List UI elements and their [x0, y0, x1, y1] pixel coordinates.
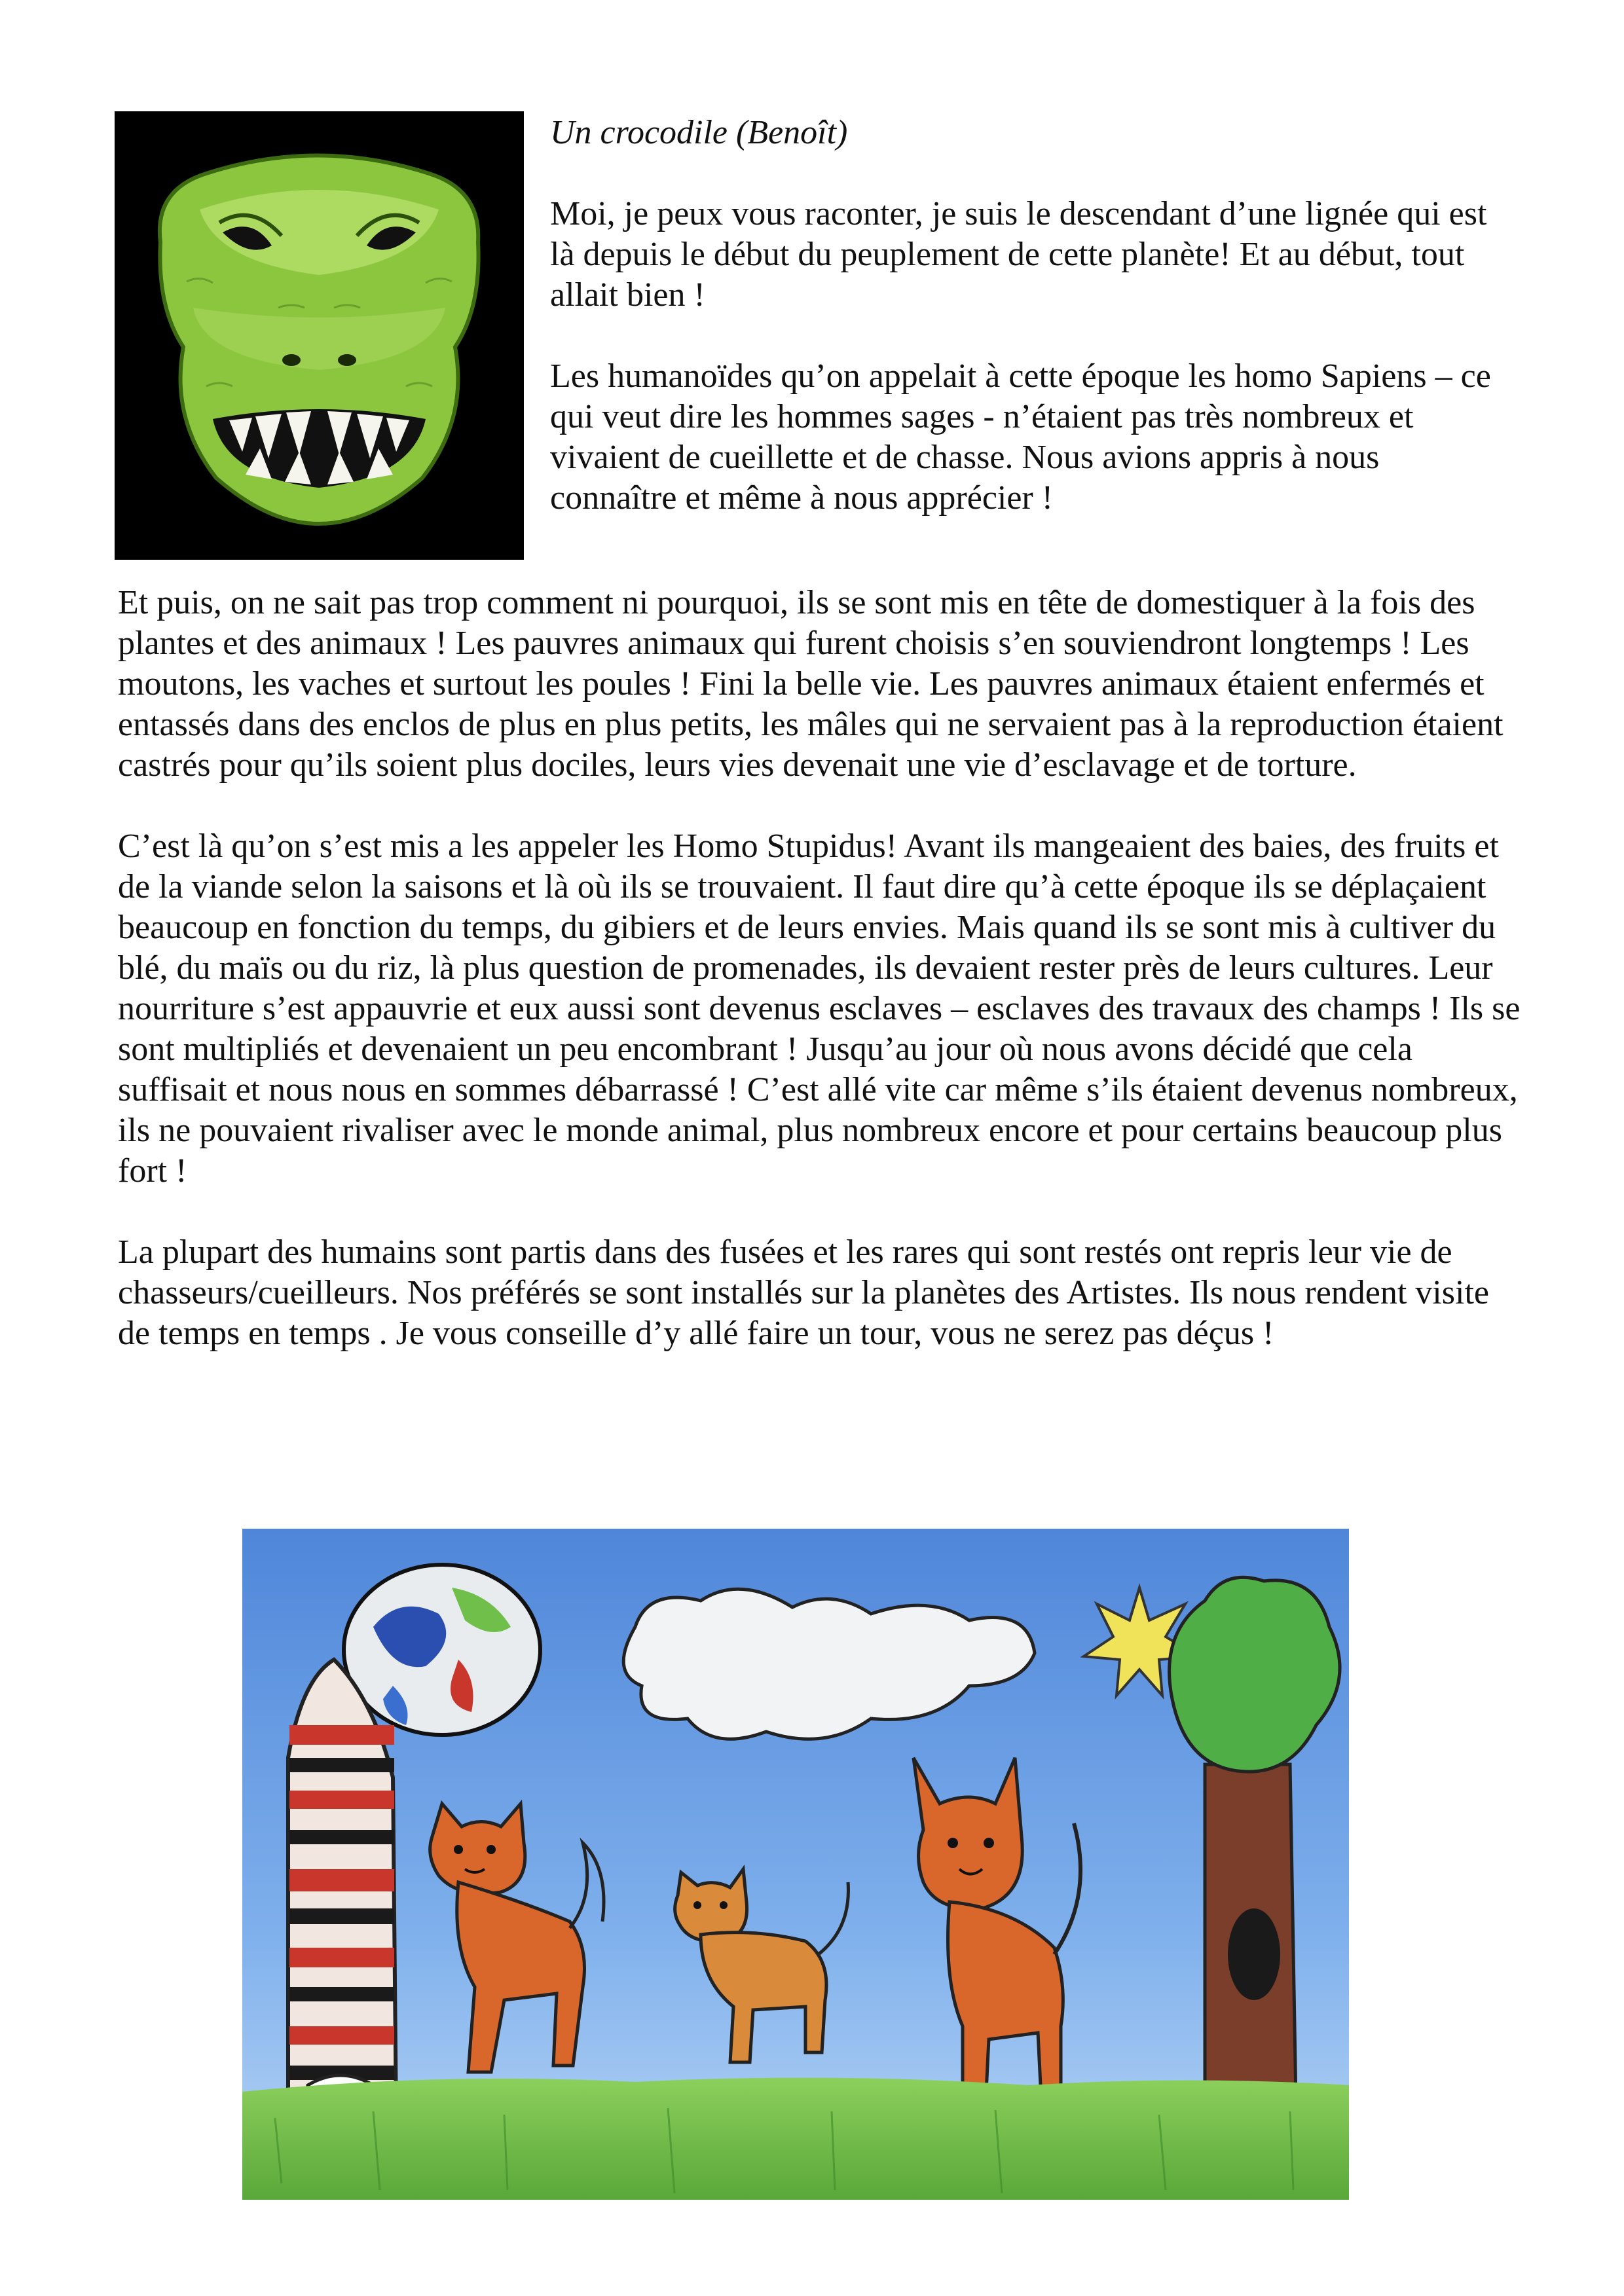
story-title: Un crocodile (Benoît) [550, 114, 848, 151]
crocodile-illustration [115, 111, 524, 560]
body-paragraph-3: La plupart des humains sont partis dans des fusées et les rares qui sont restés ont repris leur vie de chasseurs/cueilleurs. Nos préférés se sont installés sur la planètes des Artistes. Ils nous rendent visite de temps en temps . Je vous conseille d’y allé faire un tour, vous ne serez pas déçus ! [118, 1233, 1489, 1352]
body-text-block [118, 583, 1526, 1394]
planet-icon [344, 1565, 540, 1735]
rocket-icon [288, 1660, 396, 2118]
body-paragraph-2: C’est là qu’on s’est mis a les appeler les Homo Stupidus! Avant ils mangeaient des baies, des fruits et de la viande selon la saisons et là où ils se trouvaient. Il faut dire qu’à cette époque ils se déplaçaient beaucoup en fonction du temps, du gibiers et de leurs envies. Mais quand ils se sont mis à cultiver du blé, du maïs ou du riz, là plus question de promenades, ils devaient rester près de leurs cultures. Leur nourriture s’est appauvrie et eux aussi sont devenus esclaves – esclaves des travaux des champs ! Ils se sont multipliés et devenaient un peu encombrant ! Jusqu’au jour où nous avons décidé que cela suffisait et nous nous en sommes débarrassé ! C’est allé vite car même s’ils étaient devenus nombreux, ils ne pouvaient rivaliser avec le monde animal, plus nombreux encore et pour certains beaucoup plus fort ! [118, 828, 1521, 1190]
crocodile-head-icon [115, 111, 524, 560]
child-drawing [242, 1529, 1349, 2200]
intro-paragraph-2: Les humanoïdes qu’on appelait à cette époque les homo Sapiens – ce qui veut dire les hommes sages - n’étaient pas très nombreux et vivaient de cueillette et de chasse. Nous avions appris à nous connaître et même à nous apprécier ! [550, 357, 1491, 517]
intro-text-block [550, 113, 1513, 519]
intro-paragraph-1: Moi, je peux vous raconter, je suis le descendant d’une lignée qui est là depuis le début du peuplement de cette planète! Et au début, tout allait bien ! [550, 195, 1487, 314]
child-drawing-icon [242, 1529, 1349, 2200]
body-paragraph-1: Et puis, on ne sait pas trop comment ni pourquoi, ils se sont mis en tête de domestiquer à la fois des plantes et des animaux ! Les pauvres animaux qui furent choisis s’en souviendront longtemps ! Les moutons, les vaches et surtout les poules ! Fini la belle vie. Les pauvres animaux étaient enfermés et entassés dans des enclos de plus en plus petits, les mâles qui ne servaient pas à la reproduction étaient castrés pour qu’ils soient plus dociles, leurs vies devenait une vie d’esclavage et de torture. [118, 584, 1504, 784]
